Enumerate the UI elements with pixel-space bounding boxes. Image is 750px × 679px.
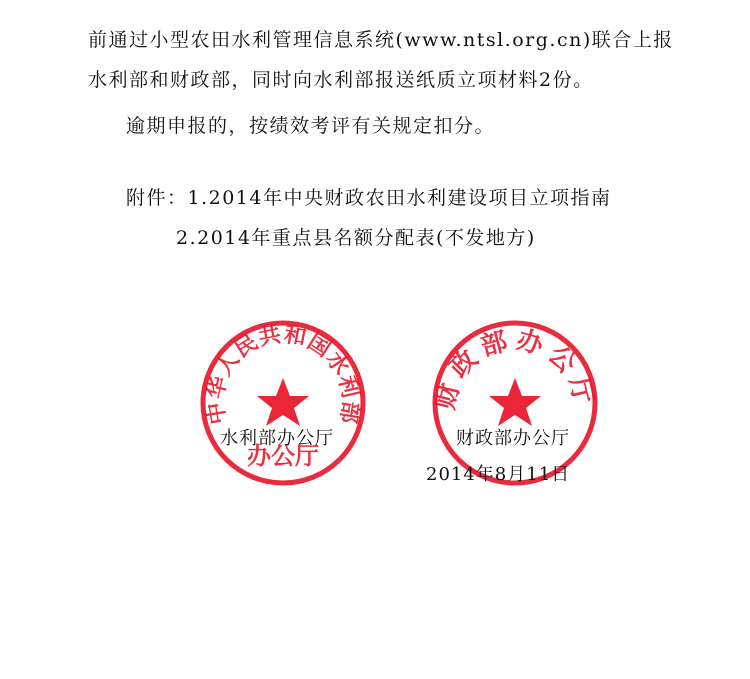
signature-water-resources: 水利部办公厅 xyxy=(220,428,334,449)
seal-left-center-text: 办公厅 xyxy=(247,442,319,470)
body-line-3: 逾期申报的，按绩效考评有关规定扣分。 xyxy=(126,115,496,137)
body-line-1: 前通过小型农田水利管理信息系统(www.ntsl.org.cn)联合上报 xyxy=(88,29,674,51)
body-line-2: 水利部和财政部，同时向水利部报送纸质立项材料2份。 xyxy=(88,69,594,91)
ministry-water-resources-seal xyxy=(198,318,368,488)
attachment-line-2: 2.2014年重点县名额分配表(不发地方) xyxy=(176,227,536,249)
seal-right-ring-text: 财政部办公厅 xyxy=(430,324,600,413)
seal-left-star-icon xyxy=(257,378,309,426)
signature-date: 2014年8月11日 xyxy=(426,464,571,485)
signature-finance: 财政部办公厅 xyxy=(456,428,570,449)
seal-left-ring-text: 中华人民共和国水利部 xyxy=(203,322,363,426)
attachment-line-1: 附件：1.2014年中央财政农田水利建设项目立项指南 xyxy=(126,187,612,209)
seal-right-star-icon xyxy=(489,378,541,426)
ministry-finance-seal xyxy=(430,318,600,488)
